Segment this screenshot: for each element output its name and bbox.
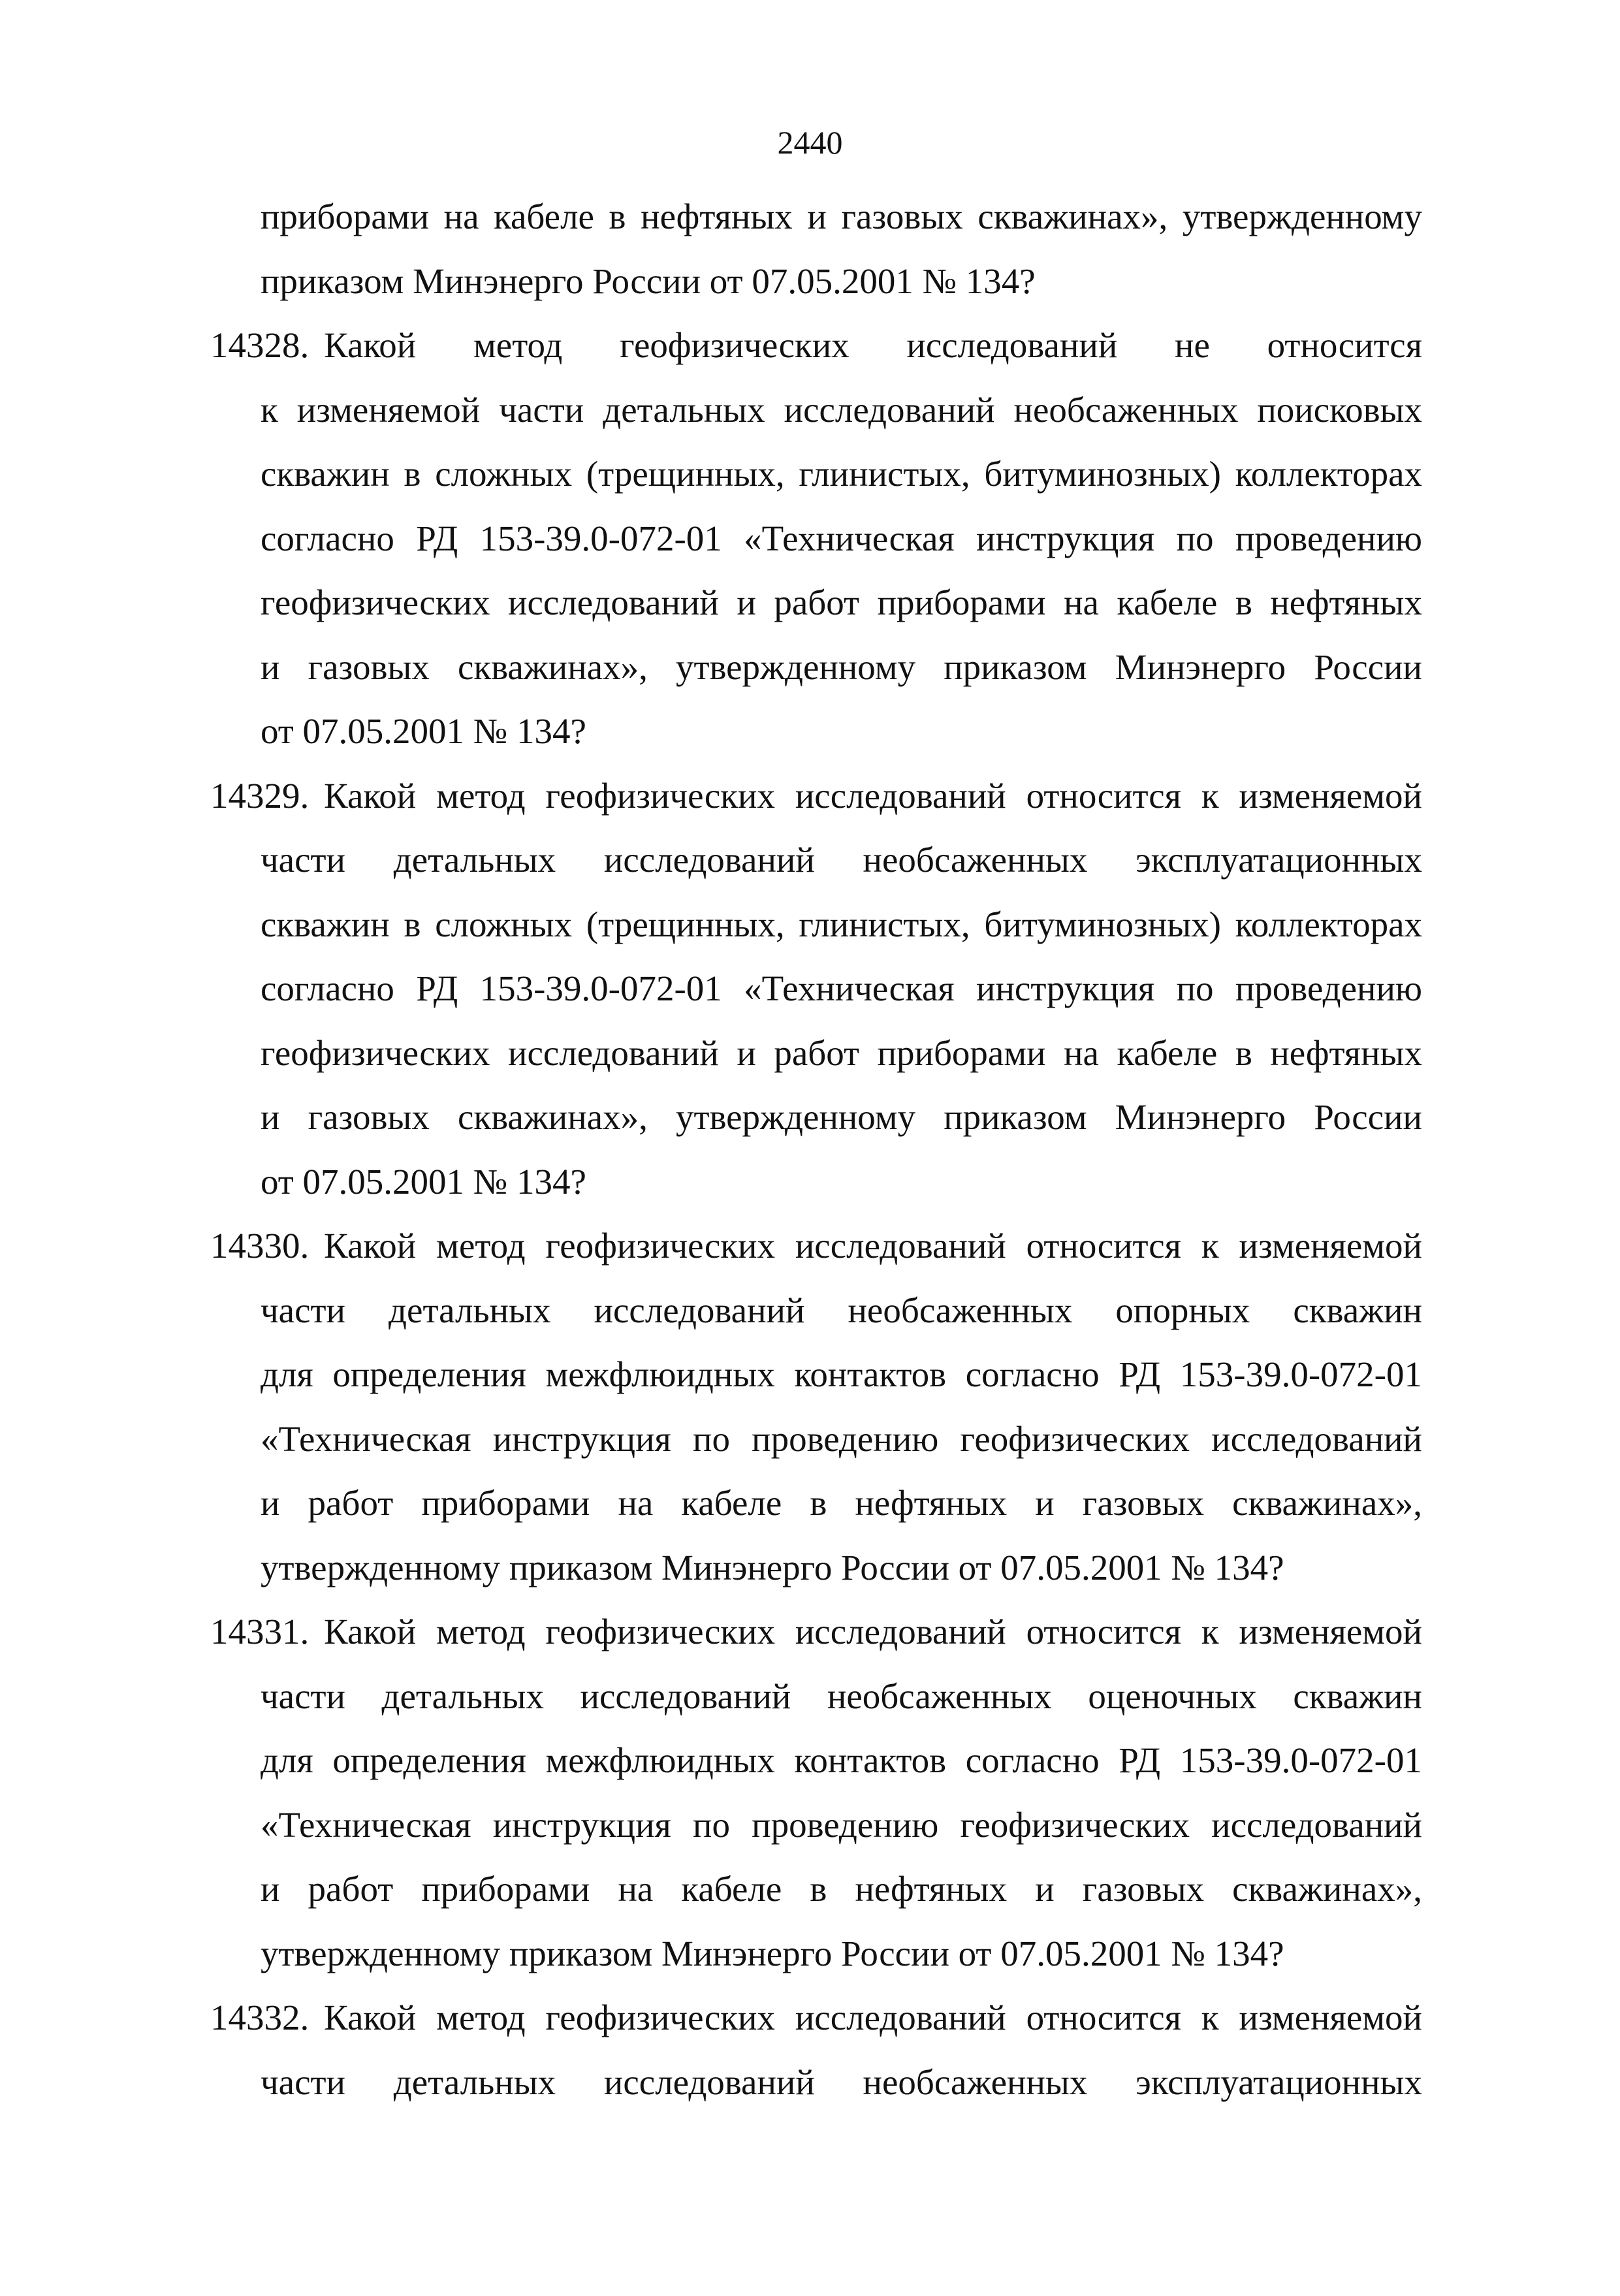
question-14331 [210,1600,1422,1986]
question-heading [210,1600,1422,1665]
question-heading [210,1986,1422,2050]
question-14329 [210,764,1422,1215]
question-14332 [210,1986,1422,2114]
text-line: для определения межфлюидных контактов согласно РД 153-39.0-072-01 [261,1354,1422,1394]
question-14330 [210,1214,1422,1600]
text-line: от 07.05.2001 № 134? [261,1161,586,1202]
text-line: приборами на кабеле в нефтяных и газовых скважинах», утвержденному [261,197,1422,236]
document-body [210,185,1422,2114]
text-line: геофизических исследований и работ приборами на кабеле в нефтяных [261,582,1422,622]
question-number: 14328. [210,325,310,365]
text-line: «Техническая инструкция по проведению геофизических исследований [261,1418,1422,1459]
text-line: части детальных исследований необсаженных эксплуатационных [261,840,1422,880]
text-line: Какой метод геофизических исследований относится к изменяемой [324,1998,1422,2037]
text-line: согласно РД 153-39.0-072-01 «Техническая инструкция по проведению [261,518,1422,558]
text-line: скважин в сложных (трещинных, глинистых, битуминозных) коллекторах [261,454,1422,494]
text-line: согласно РД 153-39.0-072-01 «Техническая инструкция по проведению [261,968,1422,1008]
question-heading [210,1214,1422,1279]
text-line: приказом Минэнерго России от 07.05.2001 № 134? [261,261,1036,301]
text-line: части детальных исследований необсаженных оценочных скважин [261,1676,1422,1716]
text-line: и газовых скважинах», утвержденному приказом Минэнерго России [261,646,1422,687]
text-line: «Техническая инструкция по проведению геофизических исследований [261,1804,1422,1845]
text-line: Какой метод геофизических исследований относится к изменяемой [324,1612,1422,1651]
text-line: и газовых скважинах», утвержденному приказом Минэнерго России [261,1097,1422,1137]
text-line: части детальных исследований необсаженных эксплуатационных [261,2062,1422,2102]
text-line: Какой метод геофизических исследований относится к изменяемой [324,1226,1422,1266]
question-number: 14330. [210,1226,310,1266]
text-line: к изменяемой части детальных исследований необсаженных поисковых [261,389,1422,430]
text-line: части детальных исследований необсаженных опорных скважин [261,1290,1422,1330]
question-heading [210,313,1422,378]
text-line: Какой метод геофизических исследований относится к изменяемой [324,775,1422,816]
text-line: и работ приборами на кабеле в нефтяных и газовых скважинах», [261,1483,1422,1523]
text-line: геофизических исследований и работ приборами на кабеле в нефтяных [261,1032,1422,1073]
text-line: и работ приборами на кабеле в нефтяных и газовых скважинах», [261,1869,1422,1909]
question-14328 [210,313,1422,764]
continuation-paragraph [210,185,1422,313]
text-line: от 07.05.2001 № 134? [261,711,586,751]
text-line: скважин в сложных (трещинных, глинистых, битуминозных) коллекторах [261,904,1422,944]
page-number: 2440 [777,124,843,161]
text-line: Какой метод геофизических исследований не относится [324,325,1422,365]
text-line: утвержденному приказом Минэнерго России от 07.05.2001 № 134? [261,1547,1284,1587]
question-number: 14332. [210,1998,310,2037]
text-line: для определения межфлюидных контактов согласно РД 153-39.0-072-01 [261,1740,1422,1780]
question-number: 14329. [210,775,310,816]
question-number: 14331. [210,1612,310,1651]
question-heading [210,764,1422,829]
text-line: утвержденному приказом Минэнерго России от 07.05.2001 № 134? [261,1933,1284,1973]
